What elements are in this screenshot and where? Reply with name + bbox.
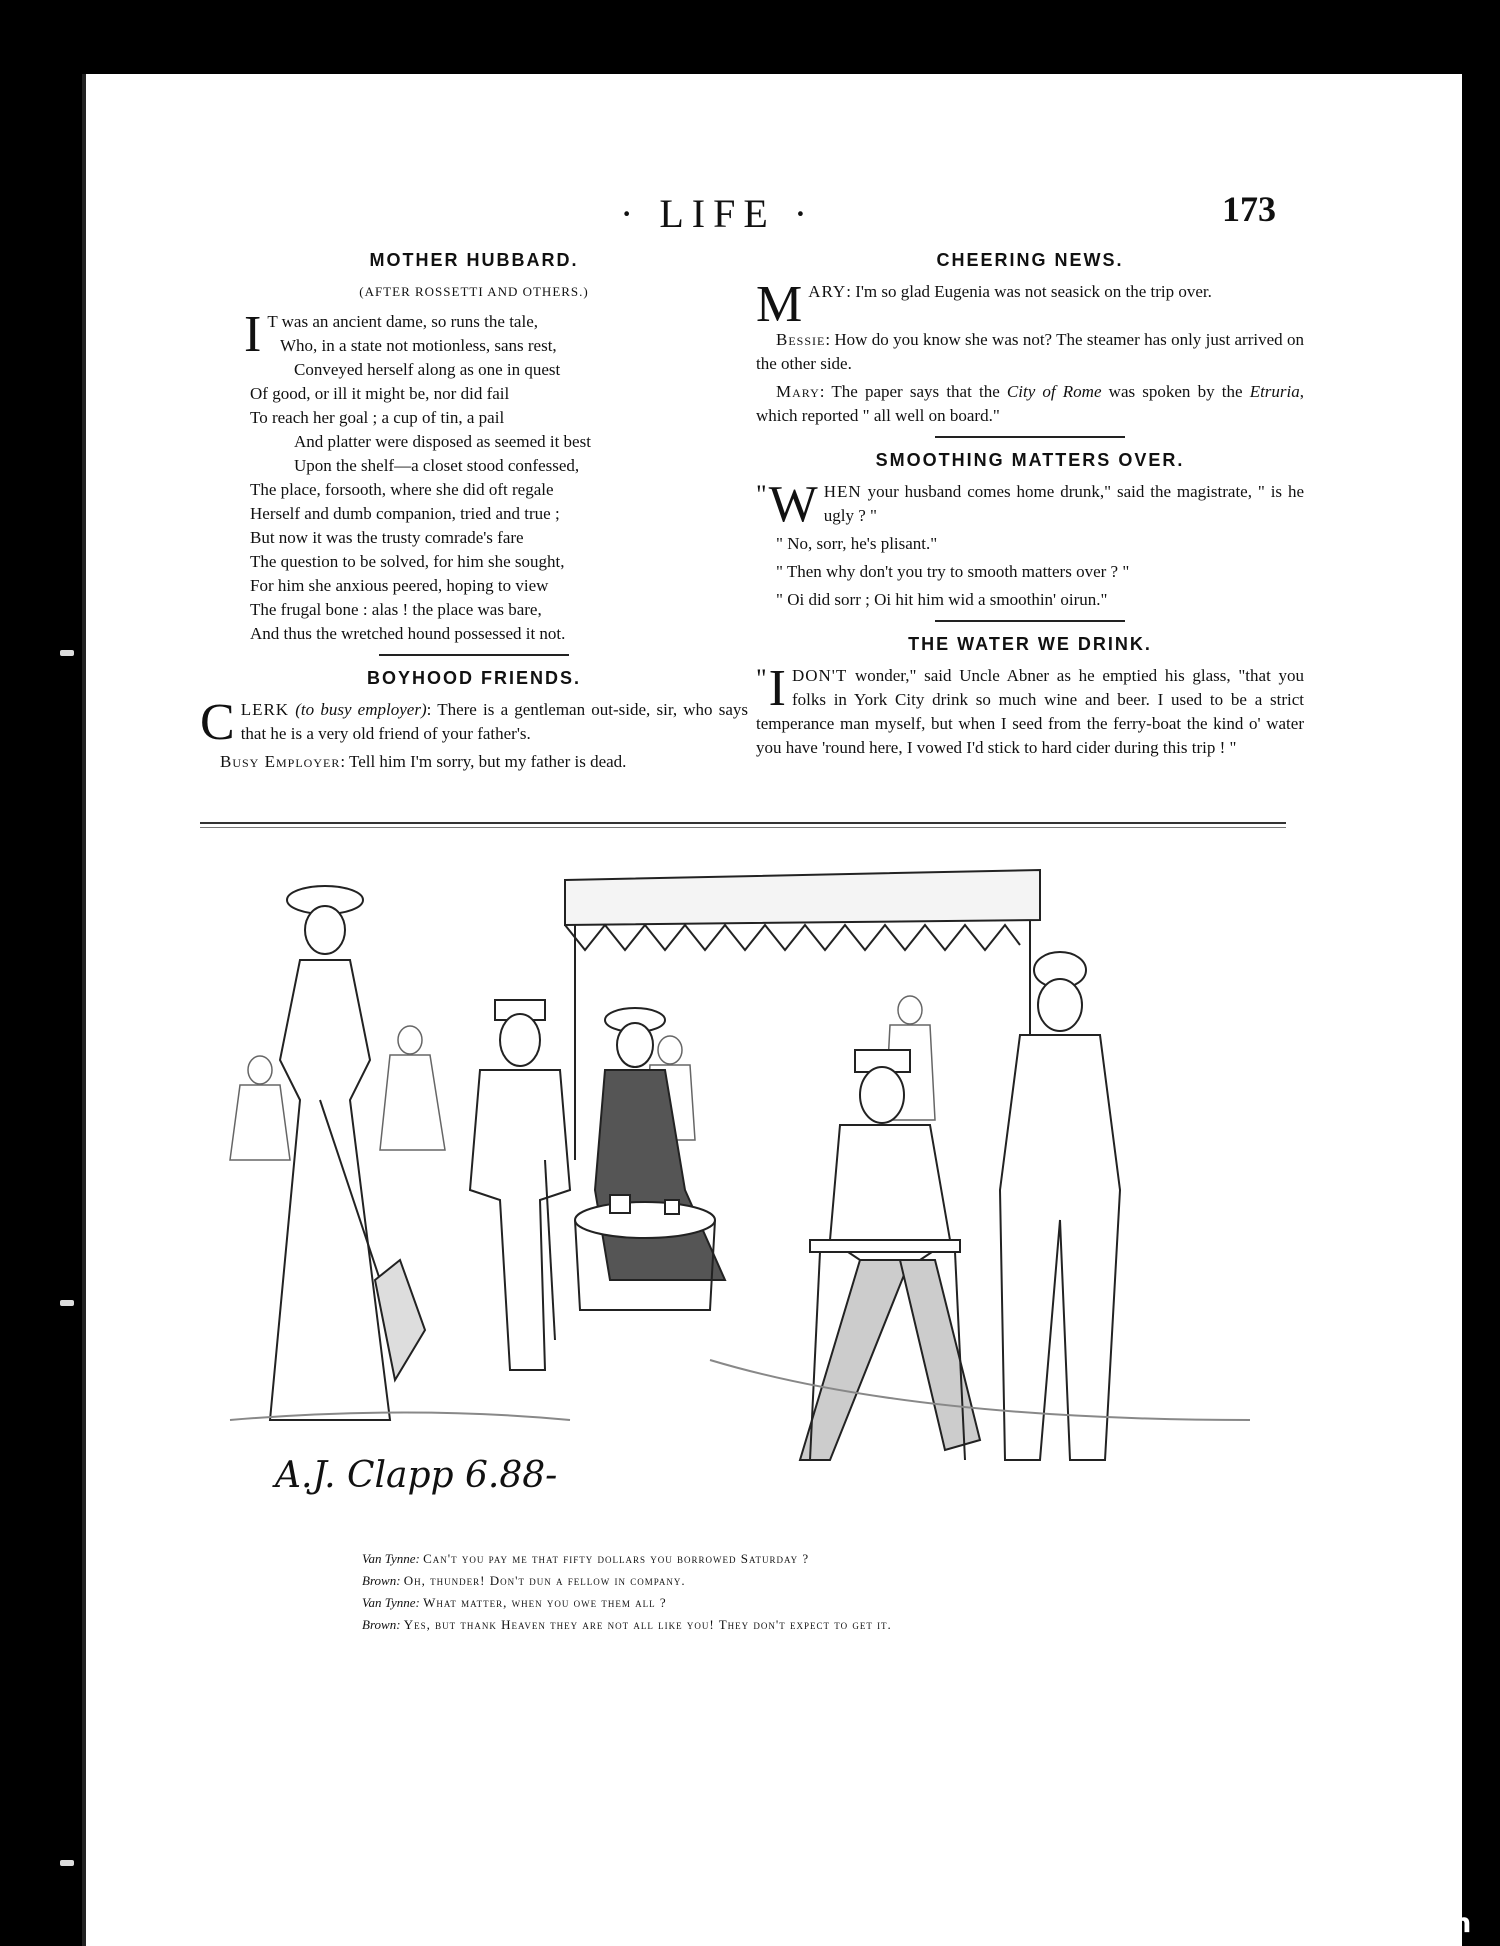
poem-line: T was an ancient dame, so runs the tale,: [267, 312, 538, 331]
smoothing-paragraph: " Then why don't you try to smooth matters over ? ": [776, 562, 1130, 581]
poem-line: But now it was the trusty comrade's fare: [250, 528, 524, 547]
section-divider: [935, 436, 1125, 438]
illustration-top-rule: [200, 827, 1286, 828]
drop-cap: I: [244, 306, 262, 363]
page-spine: [82, 74, 86, 1946]
cartoon-caption: [362, 1548, 892, 1636]
poem-line: Conveyed herself along as one in quest: [294, 360, 561, 379]
water-paragraph: " I DON'T wonder," said Uncle Abner as he emptied his glass, "that you folks in York City drink so much wine and beer. I used to be a strict temperance man myself, but when I seed from the ferry-boat the kind o' water you have 'round here, I vowed I'd stick to hard cider during this trip ! ": [756, 660, 1304, 757]
cartoon-illustration: [210, 860, 1270, 1520]
left-column: [200, 248, 748, 778]
poem-line: And platter were disposed as seemed it best: [294, 432, 591, 451]
poem-line: Who, in a state not motionless, sans rest,: [280, 336, 557, 355]
awning-fringe: [565, 925, 1020, 950]
poem-line: To reach her goal ; a cup of tin, a pail: [250, 408, 505, 427]
open-quote: ": [756, 664, 767, 693]
site-watermark: comicbooks.com: [1220, 1908, 1472, 1939]
poem-line: The question to be solved, for him she sought,: [250, 552, 565, 571]
woman-standing-figure: [270, 886, 425, 1420]
binding-stitch: [60, 1860, 74, 1866]
smoothing-title: SMOOTHING MATTERS OVER.: [875, 450, 1185, 470]
awning: [565, 870, 1040, 925]
cheering-paragraph: Bessie: How do you know she was not? The steamer has only just arrived on the other side.: [756, 330, 1304, 373]
illustration-top-rule: [200, 822, 1286, 824]
poem-body: [200, 306, 748, 646]
right-column: [756, 248, 1304, 764]
drop-cap: W: [768, 476, 818, 533]
cheering-paragraph: Mary: The paper says that the City of Rome was spoken by the Etruria, which reported " all well on board.": [756, 382, 1304, 425]
caption-line: Brown: Yes, but thank Heaven they are not all like you! They don't expect to get it.: [362, 1617, 892, 1632]
boyhood-paragraph: CLERK (to busy employer): There is a gentleman out-side, sir, who says that he is a very old friend of your father's.: [200, 694, 748, 751]
masthead: · LIFE ·: [620, 191, 816, 236]
artist-signature: A.J. Clapp 6.88-: [275, 1455, 558, 1496]
seated-woman-figure: [595, 1008, 725, 1280]
section-divider: [379, 654, 569, 656]
smoothing-paragraph: " W HEN your husband comes home drunk," said the magistrate, " is he ugly ? ": [756, 476, 1304, 533]
cheering-paragraph: MARY: I'm so glad Eugenia was not seasick on the trip over.: [756, 276, 1212, 333]
poem-line: For him she anxious peered, hoping to view: [250, 576, 549, 595]
boyhood-title: BOYHOOD FRIENDS.: [366, 668, 581, 688]
poem-line: Of good, or ill it might be, nor did fail: [250, 384, 510, 403]
poem-line: And thus the wretched hound possessed it not.: [250, 624, 566, 643]
caption-line: Van Tynne: What matter, when you owe them all ?: [362, 1595, 667, 1610]
drop-cap: I: [768, 660, 786, 717]
binding-stitch: [60, 650, 74, 656]
drop-cap: M: [756, 276, 803, 333]
cheering-title: CHEERING NEWS.: [936, 250, 1124, 270]
poem-line: The frugal bone : alas ! the place was bare,: [250, 600, 542, 619]
smoothing-paragraph: " Oi did sorr ; Oi hit him wid a smoothin' oirun.": [776, 590, 1108, 609]
caption-line: Van Tynne: Can't you pay me that fifty dollars you borrowed Saturday ?: [362, 1551, 810, 1566]
poem-line: The place, forsooth, where she did oft regale: [250, 480, 554, 499]
page-number: 173: [1222, 189, 1276, 229]
boyhood-paragraph: Busy Employer: Tell him I'm sorry, but my father is dead.: [220, 752, 627, 771]
poem-title: MOTHER HUBBARD.: [369, 250, 579, 270]
seated-man-figure: [470, 1000, 570, 1370]
drop-cap: C: [200, 694, 235, 751]
water-title: THE WATER WE DRINK.: [908, 634, 1152, 654]
poem-line: Upon the shelf—a closet stood confessed,: [294, 456, 580, 475]
smoothing-paragraph: " No, sorr, he's plisant.": [776, 534, 938, 553]
poem-line: Herself and dumb companion, tried and true ;: [250, 504, 560, 523]
section-divider: [935, 620, 1125, 622]
binding-stitch: [60, 1300, 74, 1306]
open-quote: ": [756, 480, 767, 509]
caption-line: Brown: Oh, thunder! Don't dun a fellow in company.: [362, 1573, 686, 1588]
standing-man-figure: [1000, 952, 1120, 1460]
poem-subtitle: (AFTER ROSSETTI AND OTHERS.): [359, 284, 589, 299]
